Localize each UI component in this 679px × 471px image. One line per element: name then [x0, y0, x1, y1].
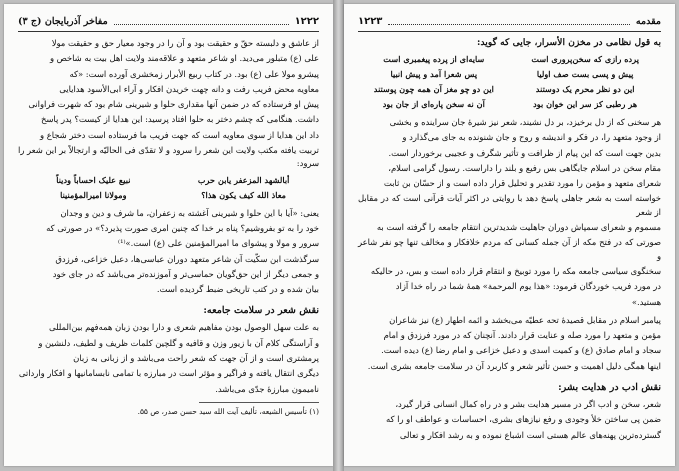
header-rule [358, 31, 661, 32]
verse-hemistich: این دو نظر محرم یک دوستند [535, 84, 635, 94]
text-line: شعرای متعهد و مؤمن را مورد تقدیر و تحلیل قرار داده است و از حسّان بن ثابت [383, 178, 661, 189]
text-line: داشت. هنگامی که چشم دختر به حلوا افتاد پرسید: این هدایا از کیست؟ پدر پاسخ [40, 114, 319, 125]
right-paragraph-3 [358, 398, 661, 442]
text-line: سرور و مولا و پیشوای ما امیرالمؤمنین علی (ع) است.»⁽¹⁾ [118, 238, 319, 249]
text-line: تربیت یافته مکتب ولایت این شعر را سرود و لا تقدّی فی الحالیّه و ارتجالاً بر این شعر را سرود: [18, 145, 319, 169]
text-line: داد این هدایا از سوی معاویه است که جهت فریب ما فرستاده است دختر شجاع و [40, 129, 319, 140]
text-line: پیشرو مولا علی (ع) بود. در کتاب ربیع الأبرار زمخشری آورده است: «که [69, 68, 319, 79]
text-line: سجاد و امام صادق (ع) و کمیت اسدی و دعبل خزاعی و امام رضا (ع) دیده است. [381, 345, 661, 356]
text-line: صورتی که در فتح مکه از آن جمله کسانی که مردم خلافکار و مخالف تنها چو نفر شاعر و [358, 237, 661, 261]
left-poem [24, 173, 313, 203]
left-page-number: ۱۲۲۲ [294, 15, 319, 27]
right-page-title: مقدمه [635, 15, 661, 27]
right-paragraph-2 [358, 314, 661, 373]
text-line: اینها همگی دلیل اهمیت و حسن تأثیر شعر و کاربرد آن در سلامت جامعه بشری است. [367, 360, 661, 371]
text-line: هستید.» [631, 296, 661, 307]
verse-hemistich: أبالشهد المزعفر یابن حرب [197, 174, 290, 185]
text-line: و آراستگی کلام آن با زیور وزن و قافیه و گلچین کلمات ظریف و لطیف، دلنشین و [38, 337, 319, 348]
text-line: هر سخنی که از دل برخیزد، بر دل نشیند، شعر نیز شیرهٔ جان سراینده و بخشی [389, 117, 661, 127]
text-line: از عاشق و دلبسته حقّ و حقیقت بود و آن را در وجود معیار حق و حقیقت مولا [51, 38, 319, 48]
verse-hemistich: معاذ الله کیف یکون هذا؟ [201, 189, 287, 200]
text-line: و جمعی دیگر از این حق‌گویان حماسی‌تر و آموزنده‌تر می‌باشد که در جای خود [52, 268, 319, 279]
header-dots [388, 18, 630, 25]
text-line: خود را به تو بفروشیم؟ پناه بر خدا که چنین امری صورت پذیرد؟» در صورتی که [46, 222, 319, 233]
verse-hemistich: این دو چو مغز آن همه چون پوستند [373, 84, 494, 94]
verse-hemistich: پس شعرا آمد و پیش انبیا [390, 69, 478, 79]
left-paragraph-mid [18, 207, 319, 297]
verse-hemistich: پرده رازی که سخن‌پروری است [531, 54, 639, 64]
text-line: معاویه محض فریب رفت و دانه چهت خریدن افکار و آراء ابی‌الأسود هدایایی [59, 83, 319, 94]
verse-hemistich: آن نه سخن پاره‌ای از جان بود [382, 99, 485, 109]
section-heading: نقش شعر در سلامت جامعه: [203, 305, 319, 317]
verse-hemistich: نبیع علیک احساباً ودیناً [56, 174, 131, 185]
text-line: ضمن پی ساختن خلأ وجودی و رفع نیازهای بشری، احساسات و عواطف او را که [385, 414, 661, 425]
poem-verse [24, 188, 313, 203]
text-line: گسترده‌ترین پهنه‌های عالم هستی است اشباع نموده و به رشد افکار و تعالی [399, 429, 661, 440]
text-line: پرمشتری است و از آن جهت که شعر راحت می‌باشد و از زبانی به زبان [73, 353, 319, 364]
text-line: علی (ع) متبلور می‌دید. او شاعر متعهد و علاقه‌مند ولایت اهل بیت به شاخص و [49, 53, 319, 64]
left-paragraph-top [18, 37, 319, 171]
left-page-header [18, 14, 319, 28]
header-dots [114, 18, 289, 25]
text-line: نامیمون مبارزهٔ جدّی می‌باشد. [215, 383, 319, 394]
text-line: به علت سهل الوصول بودن مفاهیم شعری و دارا بودن زبان همه‌فهم بین‌المللی [48, 322, 319, 333]
left-page-title: مفاخر آذربایجان (ج ۳) [18, 15, 108, 27]
right-page-number: ۱۲۲۳ [358, 15, 383, 27]
left-paragraph-bottom [18, 321, 319, 395]
text-line: از وجود متعهد را، در فکر و اندیشه و روح و جان شنونده به جای می‌گذارد و [402, 132, 661, 143]
text-line: یعنی: «آیا با این حلوا و شیرینی آغشته به زعفران، ما شرف و دین و وجدان [60, 207, 319, 218]
verse-hemistich: پیش و پسی بست صف اولیا [536, 69, 634, 79]
text-line: مسموم و شعرای سمپاش دوران جاهلیت شدیدترین انتقام جامعه را گرفته است به [376, 222, 661, 233]
right-paragraph-1 [358, 116, 661, 309]
poem-verse [364, 97, 655, 112]
right-poem [364, 52, 655, 112]
text-line: خواسته است به شعر جاهلی پاسخ دهد با روایتی در اکثر آیات قرآنی است که در مقابل از شعر [358, 193, 661, 217]
text-line: در مورد فریب خوردگان فرمود: «هذا یوم المرحمة» همهٔ شما در راه خدا آزاد [395, 281, 661, 292]
text-line: بیان شده و در کتب تاریخی ضبط گردیده است. [156, 284, 319, 295]
poem-verse [364, 67, 655, 82]
poem-intro: به قول نظامی در مخزن الأسرار، جایی که گوید: [477, 37, 661, 48]
text-line: سرگذشت ابن سکّیت آن شاعر متعهد دوران عباسی‌ها، دعبل خزاعی، فرزدق [55, 253, 319, 264]
section-heading: نقش ادب در هدایت بشر: [558, 382, 661, 394]
text-line: مؤمن و متعهد را مورد صله و عنایت قرار دادند. آنچنان که در مورد فرزدق و امام [383, 330, 661, 341]
text-line: بدین جهت است که این پیام از ظرافت و تأثیر شگرف و عجیبی برخوردار است. [388, 147, 661, 158]
footnote-rule [199, 402, 319, 403]
right-page-header [358, 14, 661, 28]
verse-hemistich: سایه‌ای از پرده پیغمبری است [383, 54, 485, 64]
header-rule [18, 31, 319, 32]
footnote: (۱) تأسیس الشیعه، تألیف آیت الله سید حسن صدر، ص ۵۵. [137, 406, 319, 416]
text-line: سخنگوی سیاسی جامعه مکه را مورد توبیخ و انتقام قرار داده است و بس، در حالیکه [370, 265, 661, 276]
verse-hemistich: ومولانا امیرالمؤمنینا [60, 189, 127, 200]
verse-hemistich: هر رطبی کز سر این خوان بود [533, 99, 638, 109]
poem-verse [364, 52, 655, 67]
left-page [4, 4, 333, 466]
poem-verse [364, 82, 655, 97]
text-line: شعر، سخن و ادب اگر در مسیر هدایت بشر و در راه کمال انسانی قرار گیرد، [395, 399, 661, 410]
text-line: پیش او فرستاده که در ضمن آنها مقداری حلوا و شیرینی شام بود که شهرت فراوانی [28, 99, 319, 110]
text-line: دیگری انتقال یافته و فراگیر و مؤثر است در مبارزه با تمامی نابسامانیها و افکار وارداتی [18, 368, 319, 379]
text-line: مقام سخن در اسلام جایگاهی بس رفیع و بلند را داراست. رسول گرامی اسلام، [388, 162, 661, 173]
book-gutter [333, 0, 344, 471]
poem-verse [24, 173, 313, 188]
right-page [344, 4, 675, 466]
text-line: پیامبر اسلام در مقابل قصیدهٔ تحه عطیّه می‌بخشد و ائمه اطهار (ع) نیز شاعران [389, 314, 661, 325]
